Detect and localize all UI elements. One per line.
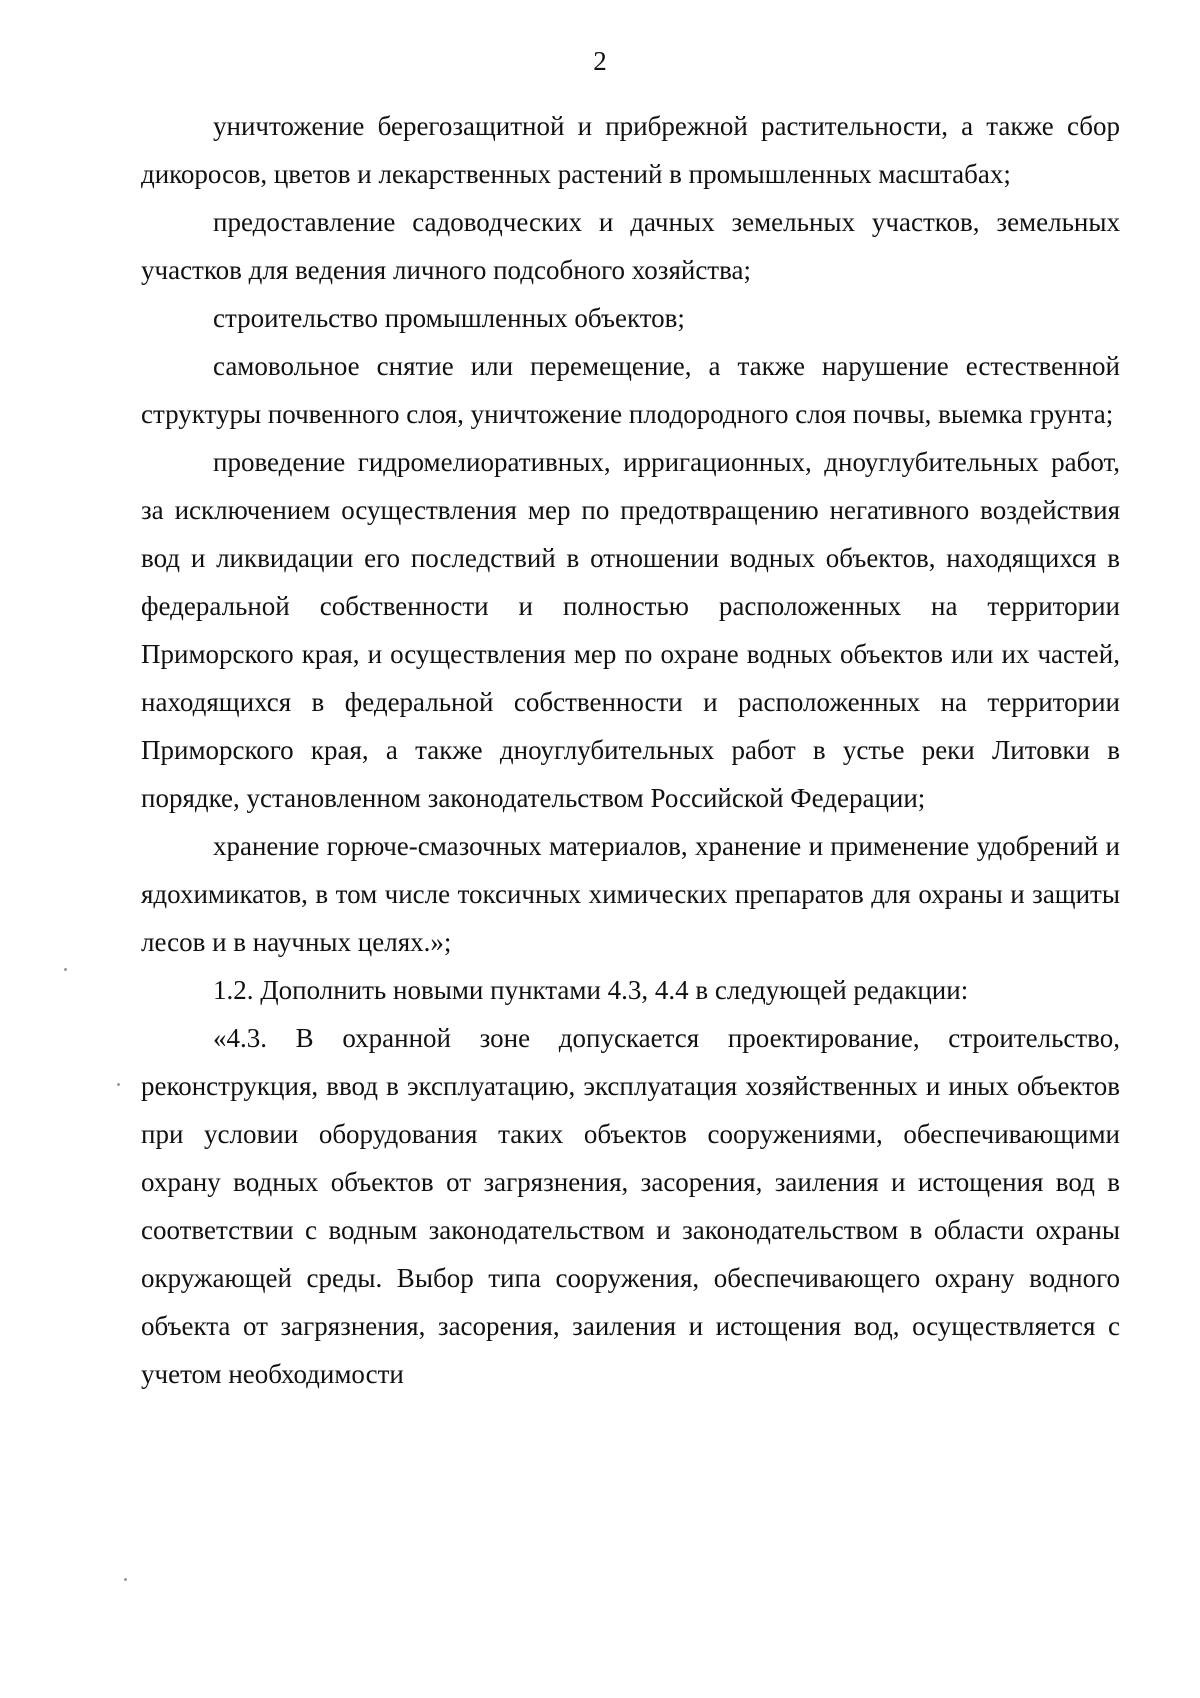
scan-speck [64,968,67,971]
paragraph-soil-removal: самовольное снятие или перемещение, а также нарушение естественной структуры почвенного слоя, уничтожение плодородного слоя почвы, выемка грунта; [141,351,1120,429]
paragraph-clause-4-3: «4.3. В охранной зоне допускается проектирование, строительство, реконструкция, ввод в эксплуатацию, эксплуатация хозяйственных и иных объектов при условии оборудования таких объектов сооружениями, обеспечивающими охрану водных объектов от загрязнения, засорения, заиления и истощения вод в соответствии с водным законодательством и законодательством в области охраны окружающей среды. Выбор типа сооружения, обеспечивающего охрану водного объекта от загрязнения, засорения, заиления и истощения вод, осуществляется с учетом необходимости [141,1023,1120,1389]
paragraph-amendment-1-2: 1.2. Дополнить новыми пунктами 4.3, 4.4 в следующей редакции: [213,975,969,1005]
paragraph-fuel-storage: хранение горюче-смазочных материалов, хранение и применение удобрений и ядохимикатов, в том числе токсичных химических препаратов для охраны и защиты лесов и в научных целях.»; [141,831,1120,957]
paragraph-hydro-works: проведение гидромелиоративных, ирригационных, дноуглубительных работ, за исключением осуществления мер по предотвращению негативного воздействия вод и ликвидации его последствий в отношении водных объектов, находящихся в федеральной собственности и полностью расположенных на территории Приморского края, и осуществления мер по охране водных объектов или их частей, находящихся в федеральной собственности и расположенных на территории Приморского края, а также дноуглубительных работ в устье реки Литовки в порядке, установленном законодательством Российской Федерации; [141,447,1120,813]
scan-speck [117,1083,120,1086]
document-body [141,102,1120,1398]
scan-speck [124,1578,127,1581]
paragraph-land-plots: предоставление садоводческих и дачных земельных участков, земельных участков для ведения личного подсобного хозяйства; [141,207,1120,285]
paragraph-industrial-construction: строительство промышленных объектов; [213,303,685,333]
paragraph-vegetation: уничтожение берегозащитной и прибрежной растительности, а также сбор дикоросов, цветов и лекарственных растений в промышленных масштабах; [141,111,1120,189]
page-number: 2 [593,46,607,76]
